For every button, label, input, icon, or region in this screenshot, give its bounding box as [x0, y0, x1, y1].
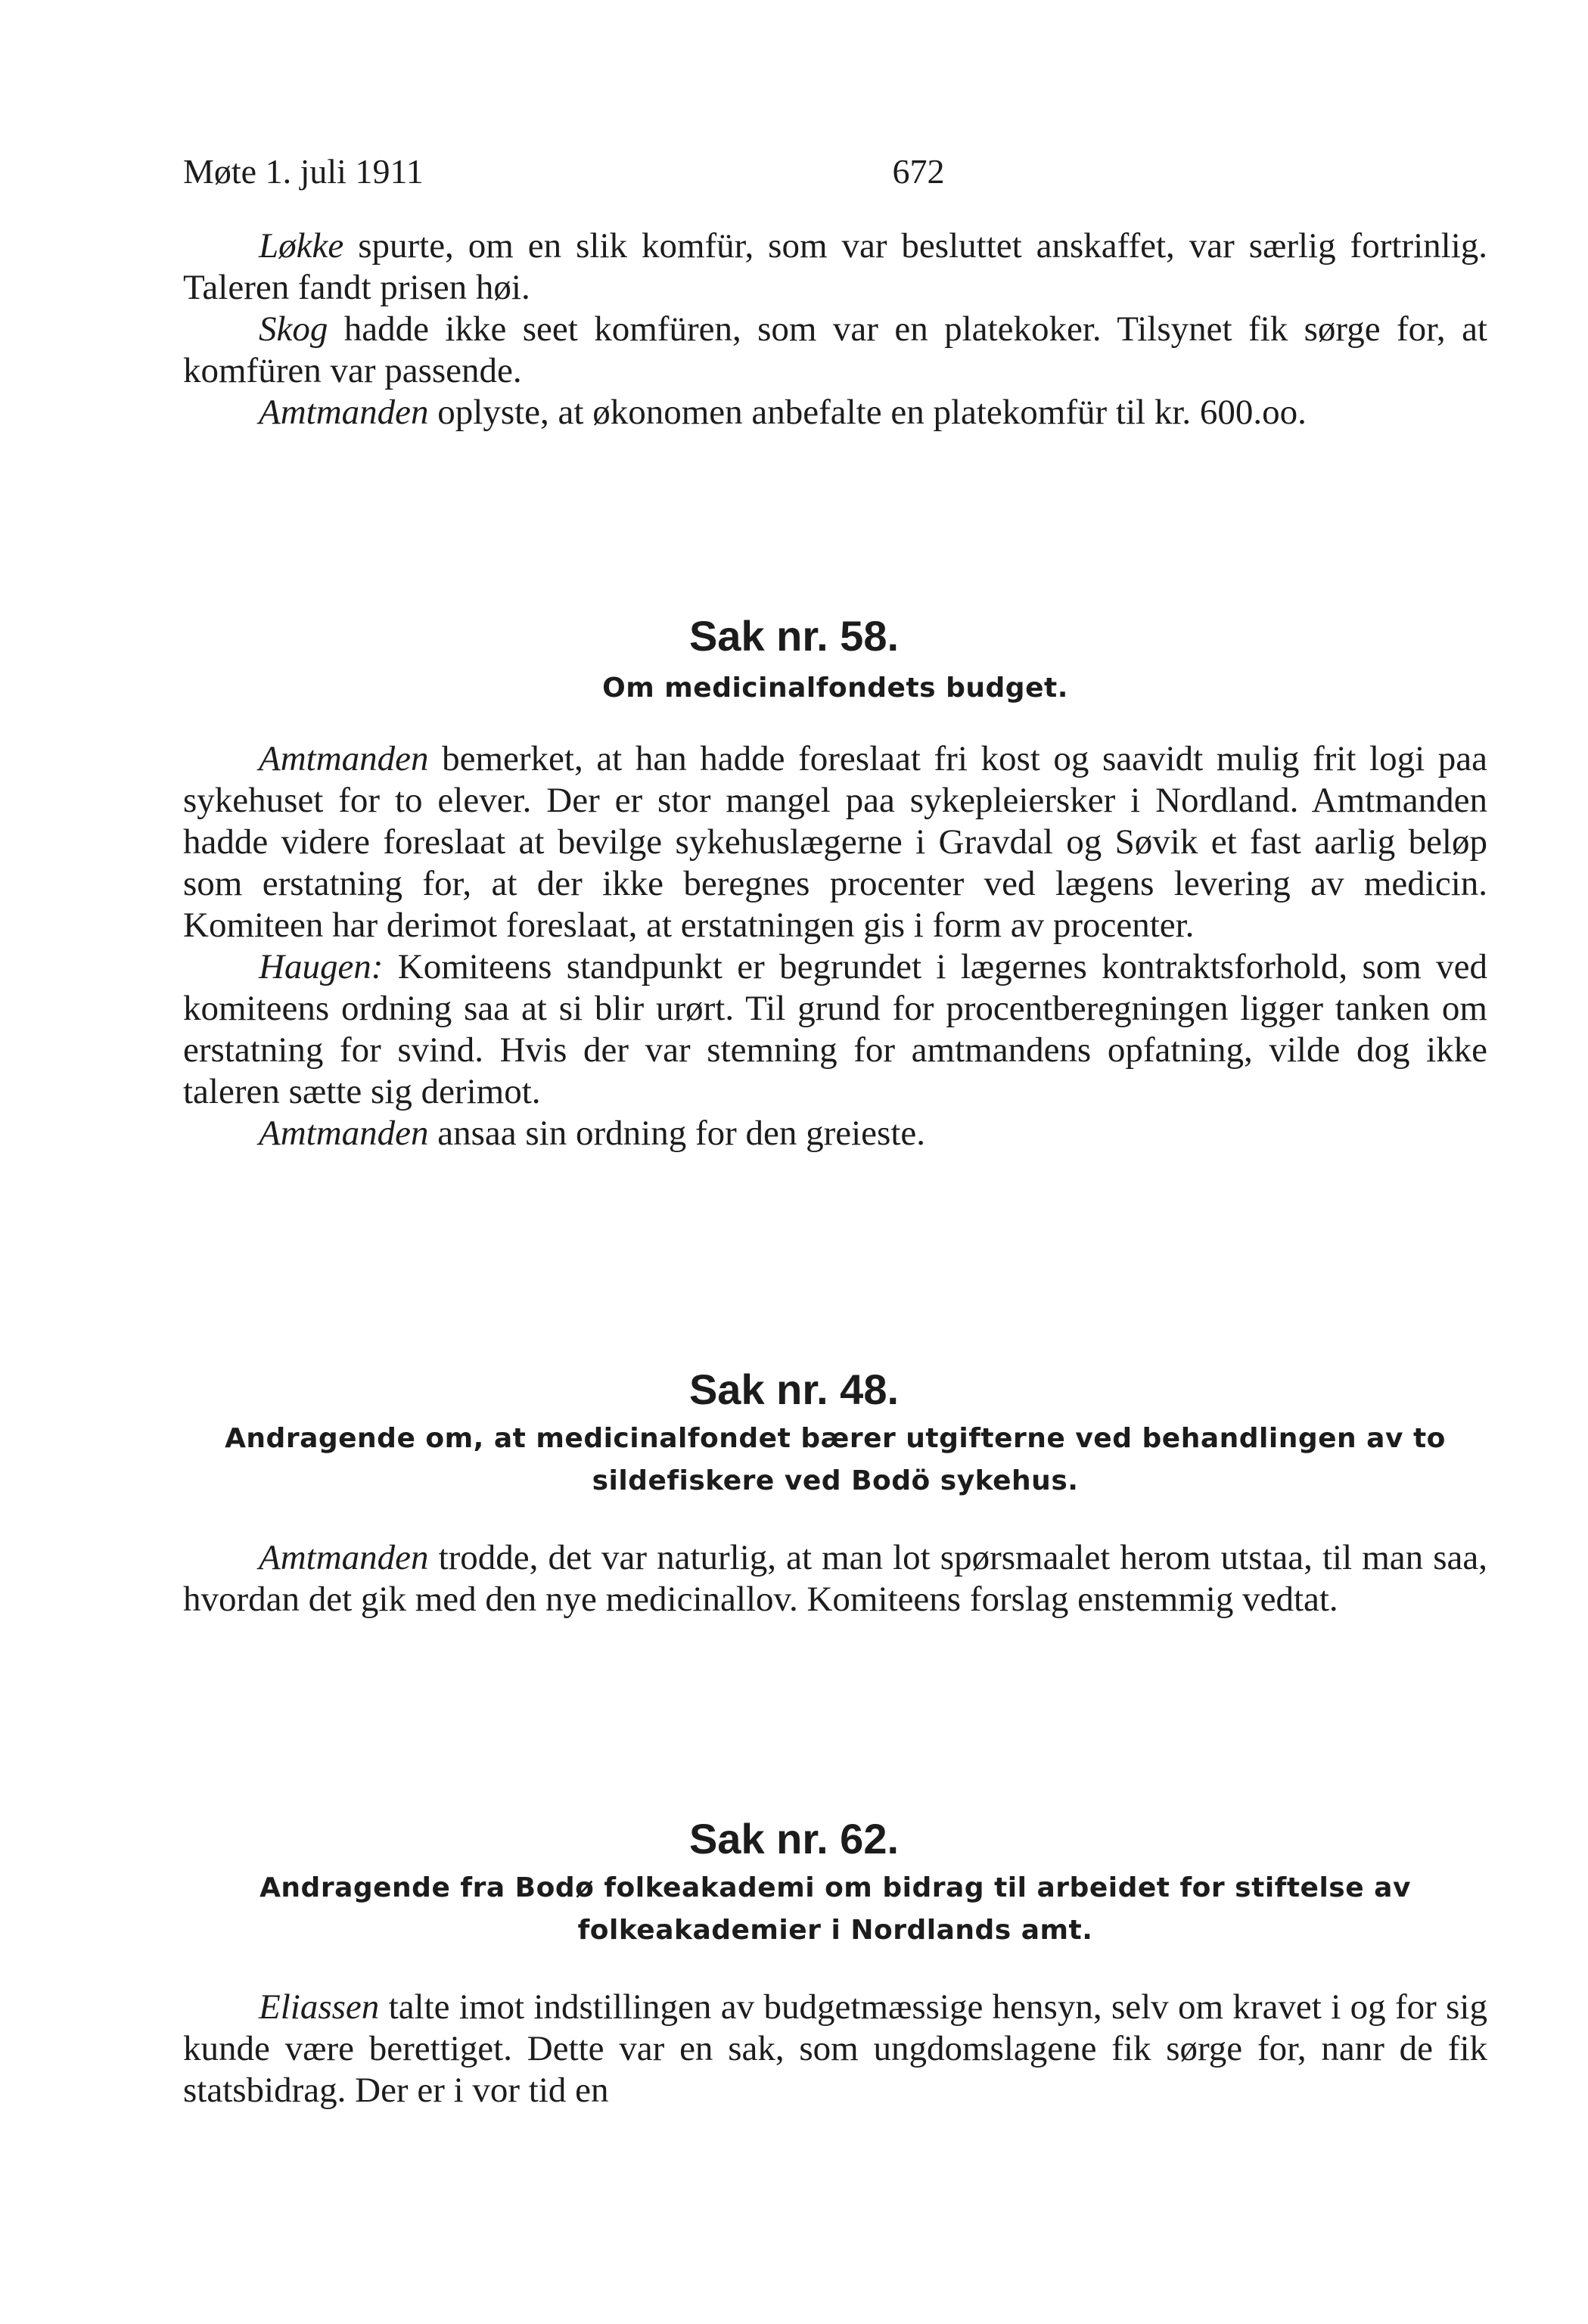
paragraph-text: bemerket, at han hadde foreslaat fri kost og saavidt mulig frit logi paa sykehuset for to elever. Der er stor mangel paa sykepleiersker i Nordland. Amtmanden hadde videre foreslaat at bevilge sykehuslægerne i Gravdal og Søvik et fast aarlig beløp som erstatning for, at der ikke beregnes procenter ved lægens levering av medicin. Komiteen har derimot foreslaat, at erstatningen gis i form av procenter.: [183, 739, 1487, 945]
speaker-name: Haugen:: [259, 947, 384, 986]
section-title: Sak nr. 48.: [688, 1366, 900, 1413]
paragraph: [183, 1537, 1487, 1620]
paragraph-text: talte imot indstillingen av budgetmæssige hensyn, selv om kravet i og for sig kunde være berettiget. Dette var en sak, som ungdomslagene fik sørge for, nanr de fik statsbidrag. Der er i vor tid en: [183, 1987, 1487, 2110]
speaker-name: Skog: [259, 309, 328, 349]
paragraph: [183, 392, 1487, 433]
paragraph-text: spurte, om en slik komfür, som var besluttet anskaffet, var særlig fortrinlig. Taleren fandt prisen høi.: [183, 226, 1487, 307]
section-title: Sak nr. 62.: [688, 1815, 900, 1863]
paragraph: [183, 738, 1487, 946]
paragraph: [183, 1987, 1487, 2111]
paragraph: [183, 225, 1487, 309]
paragraph: [183, 946, 1487, 1113]
section-subtitle: Andragende fra Bodø folkeakademi om bidrag til arbeidet for stiftelse av folkeakademier i Nordlands amt.: [259, 1872, 1411, 1946]
paragraph-text: Komiteens standpunkt er begrundet i lægernes kontraktsforhold, som ved komiteens ordning saa at si blir urørt. Til grund for procentberegningen ligger tanken om erstatning for svind. Hvis der var stemning for amtmandens opfatning, vilde dog ikke taleren sætte sig derimot.: [183, 947, 1487, 1111]
paragraph-text: hadde ikke seet komfüren, som var en platekoker. Tilsynet fik sørge for, at komfüren var passende.: [183, 309, 1487, 390]
page-number: 672: [892, 152, 945, 191]
paragraph-text: ansaa sin ordning for den greieste.: [428, 1114, 926, 1153]
paragraph: [183, 309, 1487, 392]
speaker-name: Eliassen: [259, 1987, 380, 2027]
section-body: [183, 1537, 1487, 1620]
paragraph: [183, 1113, 1487, 1154]
intro-block: [183, 225, 1487, 433]
speaker-name: Amtmanden: [259, 393, 429, 432]
meeting-date: Møte 1. juli 1911: [183, 152, 424, 191]
section-title: Sak nr. 58.: [688, 612, 900, 660]
section-body: [183, 738, 1487, 1154]
paragraph-text: trodde, det var naturlig, at man lot spørsmaalet herom utstaa, til man saa, hvordan det gik med den nye medicinallov. Komiteens forslag enstemmig vedtat.: [183, 1538, 1487, 1619]
speaker-name: Amtmanden: [259, 739, 429, 778]
page-header: [183, 145, 1424, 198]
section-body: [183, 1987, 1487, 2111]
paragraph-text: oplyste, at økonomen anbefalte en platekomfür til kr. 600.oo.: [428, 393, 1307, 432]
section-subtitle: Om medicinalfondets budget.: [602, 673, 1068, 704]
speaker-name: Løkke: [259, 226, 344, 266]
speaker-name: Amtmanden: [259, 1114, 429, 1153]
section-subtitle: Andragende om, at medicinalfondet bærer utgifterne ved behandlingen av to sildefiskere ved Bodö sykehus.: [225, 1423, 1446, 1496]
speaker-name: Amtmanden: [259, 1538, 429, 1577]
